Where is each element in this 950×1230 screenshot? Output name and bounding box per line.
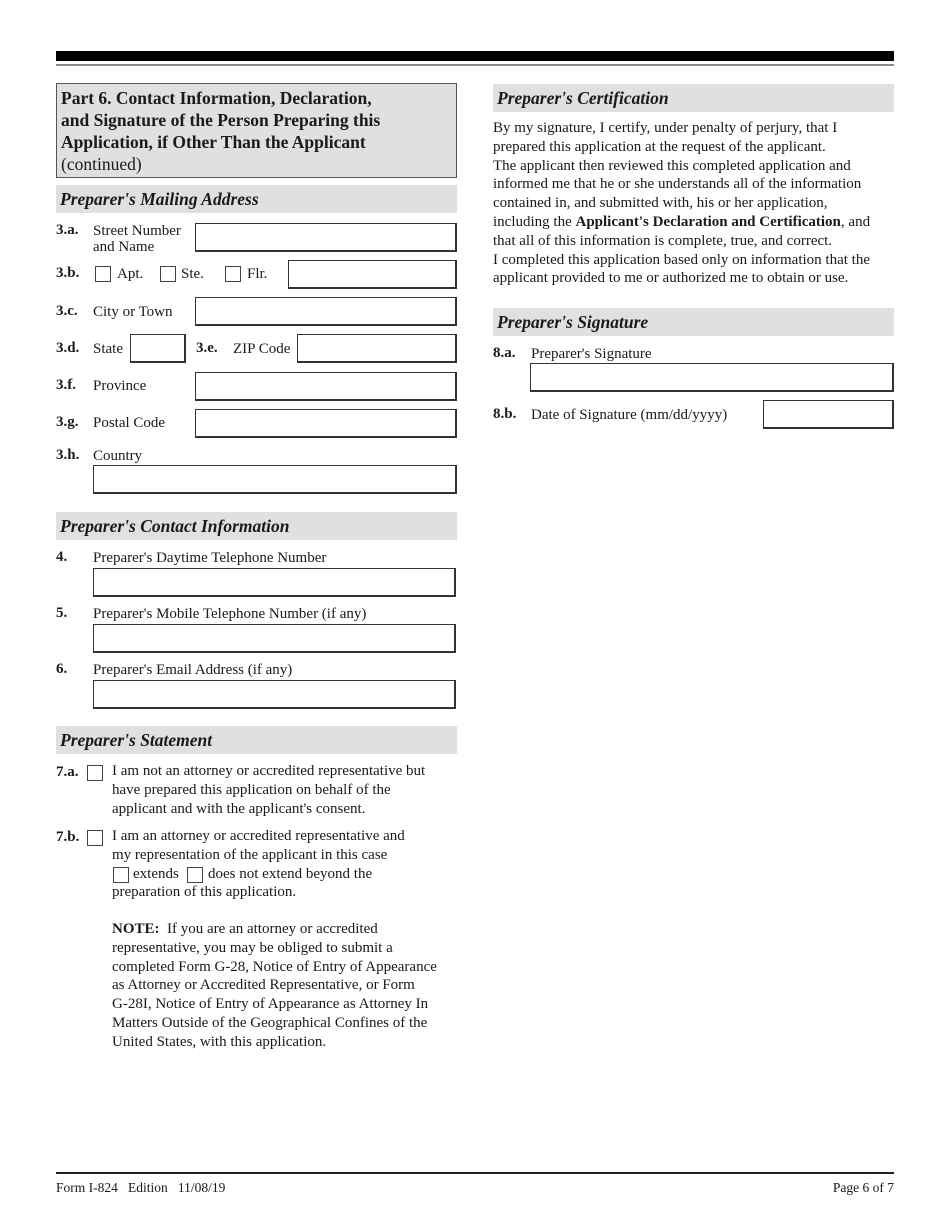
item-num: 8.b. [493,406,517,422]
city-label: City or Town [93,304,173,320]
item-num: 3.a. [56,222,79,238]
text-line: prepared this application at the request of the applicant. [493,138,826,155]
province-input[interactable] [195,372,457,401]
item-num: 3.c. [56,303,78,319]
street-input[interactable] [195,223,457,252]
part-title-line: Part 6. Contact Information, Declaration, [61,88,372,108]
footer-rule [56,1172,894,1174]
section-certification: Preparer's Certification [493,84,894,112]
flr-label: Flr. [247,266,268,282]
section-signature: Preparer's Signature [493,308,894,336]
text-line: representative, you may be obliged to submit a [112,939,393,956]
text-line: applicant provided to me or authorized me to obtain or use. [493,270,849,287]
text-line: G-28I, Notice of Entry of Appearance as Attorney In [112,996,429,1013]
text-line: The applicant then reviewed this completed application and [493,157,851,174]
declaration-reference: Applicant's Declaration and Certification [575,213,841,230]
postal-code-input[interactable] [195,409,457,438]
signature-input[interactable] [530,363,894,392]
note [112,920,457,1052]
page-number: Page 6 of 7 [832,1180,894,1195]
attorney-checkbox[interactable] [87,830,103,846]
text-line: preparation of this application. [112,884,297,901]
date-input[interactable] [763,400,894,429]
zip-label: ZIP Code [233,341,291,357]
text-line: I am an attorney or accredited representative and [112,828,405,844]
street-label-line: Street Number [93,223,181,239]
street-label [93,223,181,255]
country-input[interactable] [93,465,457,494]
note-label: NOTE: [112,921,160,937]
country-label: Country [93,448,143,464]
signature-label: Preparer's Signature [531,346,652,362]
top-rule-thin [56,64,894,66]
text-line: By my signature, I certify, under penalty of perjury, that I [493,120,838,136]
text-line: Matters Outside of the Geographical Confines of the [112,1014,428,1031]
statement-b-text [112,827,405,902]
text-line [493,213,894,232]
extends-row [112,865,405,884]
unit-number-input[interactable] [288,260,457,289]
extends-checkbox[interactable] [113,867,129,883]
section-mailing-address: Preparer's Mailing Address [56,185,457,213]
does-not-extend-checkbox[interactable] [187,867,203,883]
postal-label: Postal Code [93,415,166,431]
text-span: including the [493,213,576,230]
text-line: If you are an attorney or accredited [167,921,378,937]
text-line: my representation of the applicant in this case [112,846,388,863]
state-label: State [93,341,123,357]
text-line: contained in, and submitted with, his or her application, [493,195,828,212]
form-edition: Form I-824 Edition 11/08/19 [56,1180,226,1195]
daytime-phone-label: Preparer's Daytime Telephone Number [93,550,327,566]
street-label-line: and Name [93,239,155,255]
extends-label: extends [133,865,179,882]
flr-checkbox[interactable] [225,266,241,282]
certification-text [493,119,894,288]
item-num: 3.b. [56,265,80,281]
text-line: completed Form G-28, Notice of Entry of Appearance [112,958,437,975]
does-not-extend-label: does not extend beyond the [208,865,373,882]
item-num: 6. [56,661,68,677]
part-header [56,83,457,178]
text-line: I am not an attorney or accredited representative but [112,763,426,779]
part-title-line: and Signature of the Person Preparing this [61,110,381,130]
text-span: , and [840,213,871,230]
ste-label: Ste. [181,266,204,282]
item-num: 5. [56,605,68,621]
item-num: 3.f. [56,377,76,393]
apt-checkbox[interactable] [95,266,111,282]
email-label: Preparer's Email Address (if any) [93,662,293,678]
text-line: informed me that he or she understands all of the information [493,176,862,193]
not-attorney-checkbox[interactable] [87,765,103,781]
top-rule-thick [56,51,894,61]
item-num: 3.e. [196,340,218,356]
item-num: 3.g. [56,414,79,430]
item-num: 7.b. [56,829,80,845]
item-num: 7.a. [56,764,79,780]
text-line: that all of this information is complete, true, and correct. [493,232,833,249]
text-line: I completed this application based only on information that the [493,251,870,268]
item-num: 3.h. [56,447,80,463]
section-statement: Preparer's Statement [56,726,457,754]
city-input[interactable] [195,297,457,326]
text-line: applicant and with the applicant's consent. [112,800,366,817]
text-line: United States, with this application. [112,1033,327,1050]
text-line: have prepared this application on behalf of the [112,781,391,798]
item-num: 3.d. [56,340,80,356]
state-input[interactable] [130,334,186,363]
ste-checkbox[interactable] [160,266,176,282]
statement-a-text [112,762,425,818]
date-label: Date of Signature (mm/dd/yyyy) [531,407,728,423]
daytime-phone-input[interactable] [93,568,456,597]
zip-input[interactable] [297,334,457,363]
apt-label: Apt. [117,266,144,282]
text-line: as Attorney or Accredited Representative, or Form [112,977,415,994]
section-contact-information: Preparer's Contact Information [56,512,457,540]
item-num: 4. [56,549,68,565]
part-continued: (continued) [61,154,142,174]
mobile-phone-input[interactable] [93,624,456,653]
item-num: 8.a. [493,345,516,361]
mobile-phone-label: Preparer's Mobile Telephone Number (if any) [93,606,367,622]
email-input[interactable] [93,680,456,709]
province-label: Province [93,378,147,394]
part-title-line: Application, if Other Than the Applicant [61,132,366,152]
